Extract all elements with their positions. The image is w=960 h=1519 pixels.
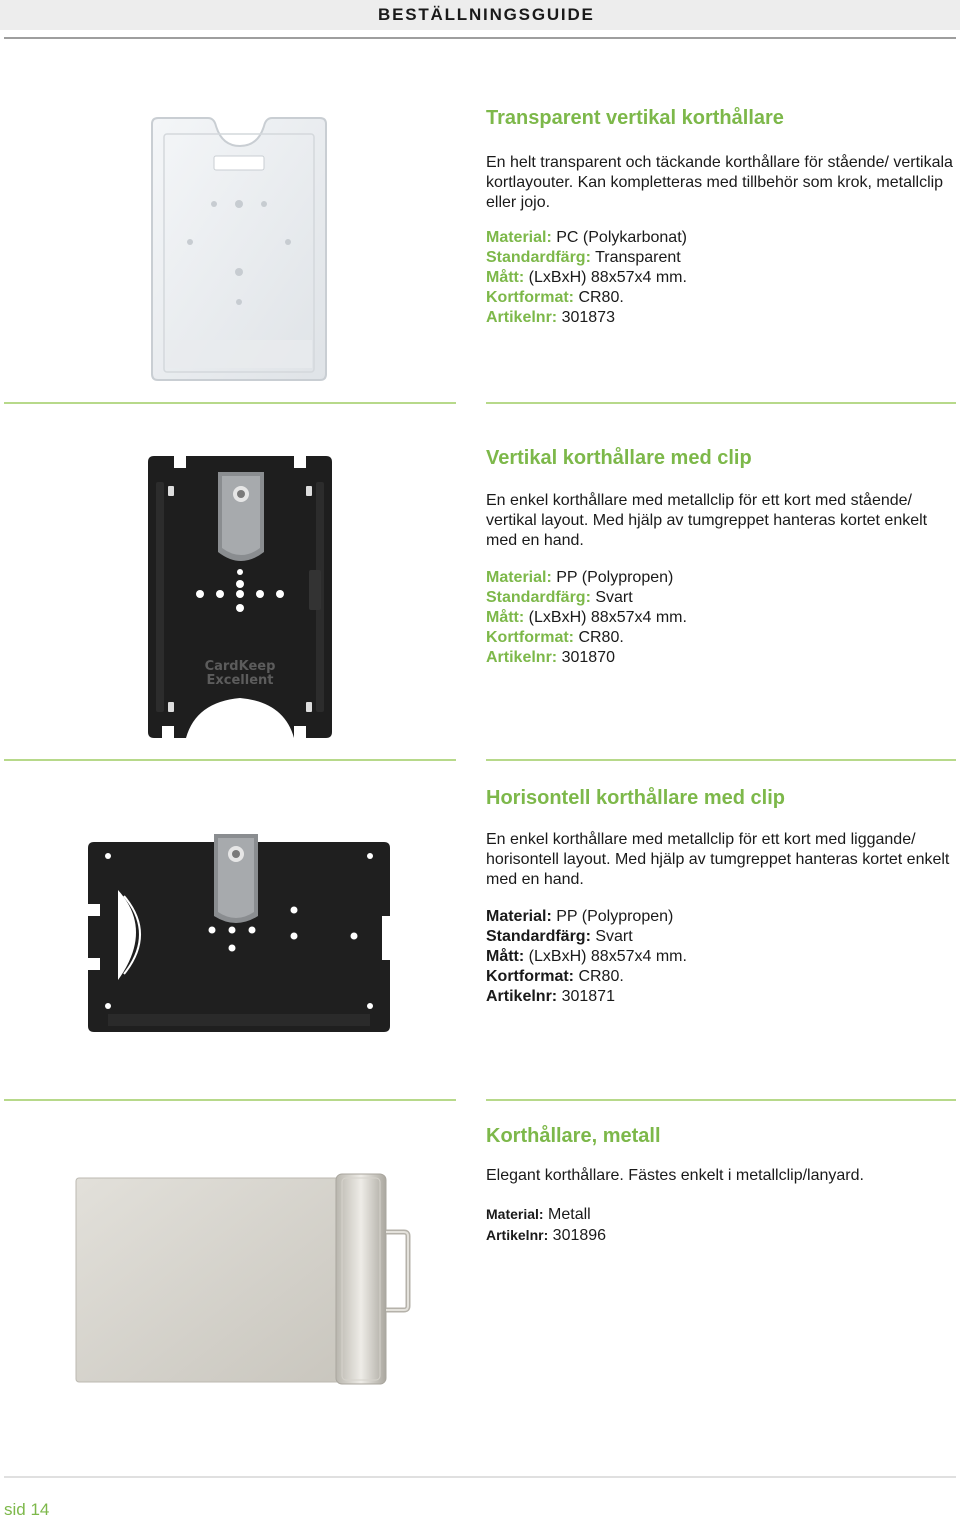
section-divider bbox=[4, 1099, 456, 1101]
section-divider bbox=[486, 759, 956, 761]
section-divider bbox=[486, 1099, 956, 1101]
product-description: En enkel korthållare med metallclip för ett kort med liggande/ horisontell layout. Med hjälp av tumgreppet hanteras kortet enkelt med en hand. bbox=[486, 831, 950, 888]
product-description: En enkel korthållare med metallclip för ett kort med stående/ vertikal layout. Med hjälp av tumgreppet hanteras kortet enkelt med en hand. bbox=[486, 492, 928, 549]
product-title: Transparent vertikal korthållare bbox=[486, 107, 784, 129]
spec-label: Mått: bbox=[486, 948, 525, 965]
section-divider bbox=[4, 402, 456, 404]
spec-value: Metall bbox=[543, 1206, 591, 1223]
brand-logo-text: CardKeep bbox=[204, 659, 276, 674]
product-title: Korthållare, metall bbox=[486, 1125, 661, 1147]
spec-label: Artikelnr: bbox=[486, 988, 558, 1005]
page-header-title: BESTÄLLNINGSGUIDE bbox=[378, 5, 595, 24]
spec-value: (LxBxH) 88x57x4 mm. bbox=[524, 609, 687, 626]
product-title: Vertikal korthållare med clip bbox=[486, 447, 752, 469]
product-specs bbox=[486, 907, 687, 1007]
section-divider bbox=[4, 759, 456, 761]
product-title: Horisontell korthållare med clip bbox=[486, 787, 785, 809]
spec-label: Mått: bbox=[486, 609, 525, 626]
spec-label: Standardfärg: bbox=[486, 249, 591, 266]
product-image-horizontal-clip-holder bbox=[84, 830, 394, 1046]
footer-divider bbox=[4, 1476, 956, 1478]
spec-label: Material: bbox=[486, 1206, 544, 1222]
spec-value: 301870 bbox=[557, 649, 615, 666]
product-image-transparent-holder bbox=[150, 112, 328, 382]
spec-label: Material: bbox=[486, 569, 552, 586]
spec-value: (LxBxH) 88x57x4 mm. bbox=[524, 269, 687, 286]
spec-value: 301896 bbox=[548, 1227, 607, 1244]
brand-logo-subtext: Excellent bbox=[206, 673, 274, 688]
spec-value: Svart bbox=[590, 928, 633, 945]
section-divider bbox=[486, 402, 956, 404]
spec-value: 301873 bbox=[557, 309, 615, 326]
spec-label: Material: bbox=[486, 908, 552, 925]
spec-value: Svart bbox=[590, 589, 633, 606]
spec-value: Transparent bbox=[590, 249, 681, 266]
header-divider bbox=[4, 37, 956, 39]
spec-label: Kortformat: bbox=[486, 968, 574, 985]
spec-value: CR80. bbox=[574, 968, 624, 985]
spec-label: Kortformat: bbox=[486, 629, 574, 646]
spec-label: Standardfärg: bbox=[486, 928, 591, 945]
spec-label: Material: bbox=[486, 229, 552, 246]
page-number: sid 14 bbox=[4, 1500, 50, 1519]
product-image-metal-holder bbox=[74, 1170, 414, 1386]
product-specs bbox=[486, 228, 687, 328]
spec-label: Artikelnr: bbox=[486, 309, 558, 326]
product-specs bbox=[486, 568, 687, 668]
spec-value: (LxBxH) 88x57x4 mm. bbox=[524, 948, 687, 965]
spec-label: Mått: bbox=[486, 269, 525, 286]
spec-label: Artikelnr: bbox=[486, 1227, 549, 1243]
spec-value: 301871 bbox=[557, 988, 615, 1005]
spec-label: Artikelnr: bbox=[486, 649, 558, 666]
product-description: Elegant korthållare. Fästes enkelt i metallclip/lanyard. bbox=[486, 1167, 864, 1184]
product-specs bbox=[486, 1204, 606, 1246]
spec-value: PP (Polypropen) bbox=[551, 569, 674, 586]
spec-value: CR80. bbox=[574, 289, 624, 306]
product-description: En helt transparent och täckande korthållare för stående/ vertikala kortlayouter. Kan kompletteras med tillbehör som krok, metallclip eller jojo. bbox=[486, 154, 953, 211]
spec-value: CR80. bbox=[574, 629, 624, 646]
spec-label: Kortformat: bbox=[486, 289, 574, 306]
product-image-vertical-clip-holder bbox=[144, 452, 336, 742]
spec-label: Standardfärg: bbox=[486, 589, 591, 606]
spec-value: PC (Polykarbonat) bbox=[551, 229, 687, 246]
spec-value: PP (Polypropen) bbox=[551, 908, 674, 925]
